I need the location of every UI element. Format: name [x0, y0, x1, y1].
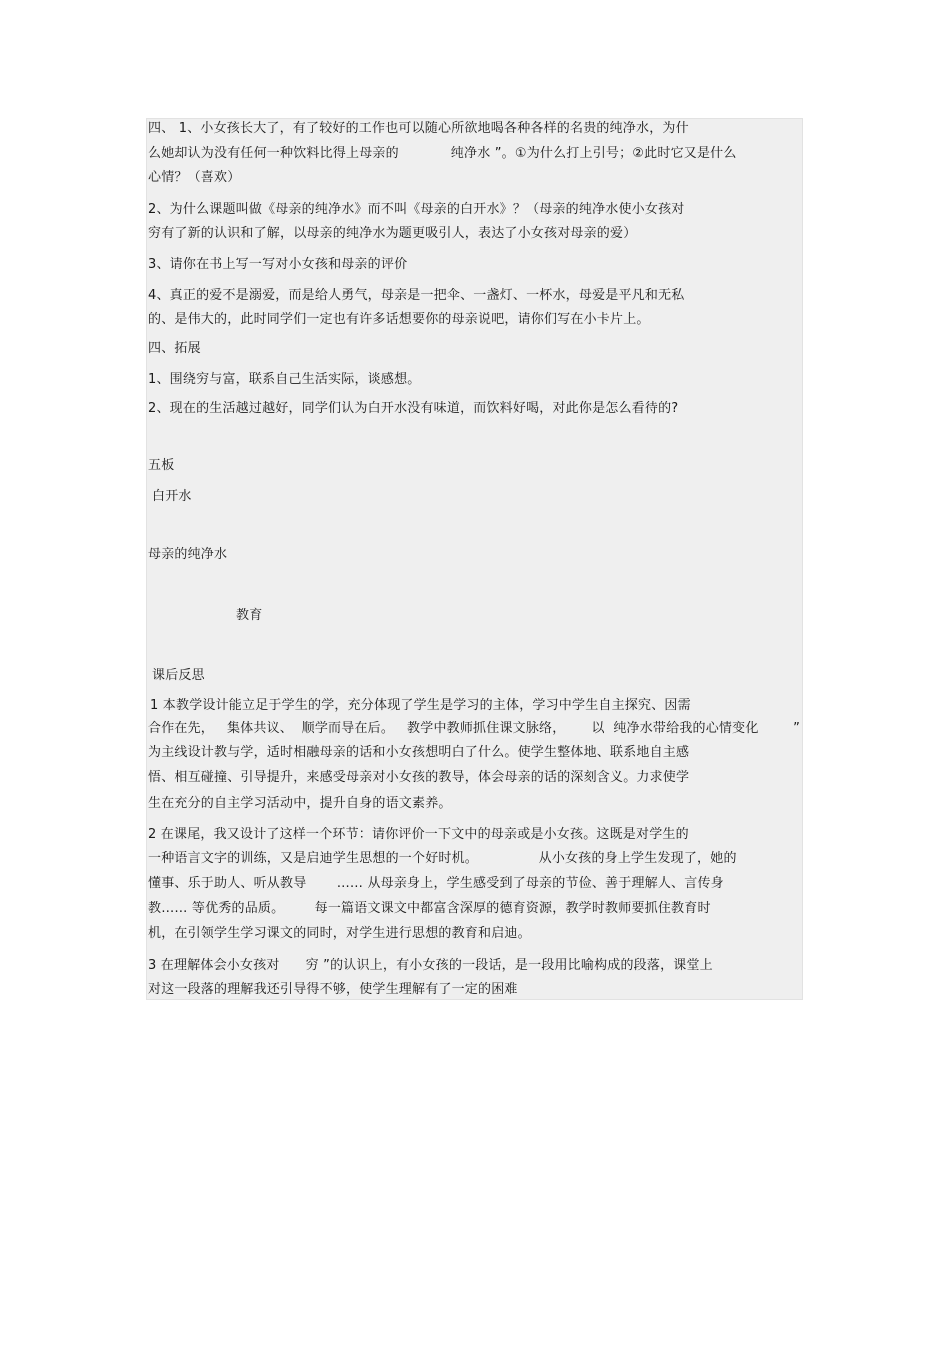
reflection-p3-line-2: 对这一段落的理解我还引导得不够，使学生理解有了一定的困难: [148, 982, 518, 997]
reflection-p1-line-5: 生在充分的自主学习活动中，提升自身的语文素养。: [148, 796, 452, 811]
reflection-p2-line-5: 机，在引领学生学习课文的同时，对学生进行思想的教育和启迪。: [148, 926, 531, 941]
reflection-p2-line-3: 懂事、乐于助人、听从教导 …… 从母亲身上，学生感受到了母亲的节俭、善于理解人、言传身: [148, 876, 724, 891]
q1-line-2: 么她却认为没有任何一种饮料比得上母亲的 纯净水 ”。①为什么打上引号；②此时它又是什么: [148, 146, 737, 161]
q2-line-2: 穷有了新的认识和了解，以母亲的纯净水为题更吸引人，表达了小女孩对母亲的爱）: [148, 226, 637, 241]
extension-item-1: 1、围绕穷与富，联系自己生活实际，谈感想。: [148, 372, 421, 387]
q4-line-2: 的、是伟大的，此时同学们一定也有许多话想要你的母亲说吧，请你们写在小卡片上。: [148, 312, 650, 327]
reflection-p1-line-1: 1 本教学设计能立足于学生的学，充分体现了学生是学习的主体，学习中学生自主探究、因需: [150, 698, 691, 713]
reflection-p1-line-3: 为主线设计教与学，适时相融母亲的话和小女孩想明白了什么。使学生整体地、联系地自主感: [148, 745, 690, 760]
reflection-p3-line-1: 3 在理解体会小女孩对 穷 ”的认识上，有小女孩的一段话，是一段用比喻构成的段落，课堂上: [148, 958, 713, 973]
board-heading: 五板: [148, 458, 175, 473]
q2-line-1: 2、为什么课题叫做《母亲的纯净水》而不叫《母亲的白开水》？（母亲的纯净水使小女孩对: [148, 202, 685, 217]
reflection-p1-line-4: 悟、相互碰撞、引导提升，来感受母亲对小女孩的教导，体会母亲的话的深刻含义。力求使学: [148, 770, 690, 785]
reflection-p2-line-2: 一种语言文字的训练，又是启迪学生思想的一个好时机。 从小女孩的身上学生发现了，她的: [148, 851, 737, 866]
reflection-p1-line-2: 合作在先， 集体共议、 顺学而导在后。 教学中教师抓住课文脉络， 以 纯净水带给我的心情变化 ”: [148, 721, 801, 736]
section-extension-heading: 四、拓展: [148, 341, 201, 356]
extension-item-2: 2、现在的生活越过越好，同学们认为白开水没有味道，而饮料好喝，对此你是怎么看待的?: [148, 401, 679, 416]
q1-line-1: 四、 1、小女孩长大了，有了较好的工作也可以随心所欲地喝各种各样的名贵的纯净水，为什: [148, 121, 689, 136]
q1-line-3: 心情？（喜欢）: [148, 170, 241, 185]
board-item-pure-water: 母亲的纯净水: [148, 547, 228, 562]
q3-line: 3、请你在书上写一写对小女孩和母亲的评价: [148, 257, 408, 272]
board-item-education: 教育: [236, 608, 263, 623]
board-item-white-water: 白开水: [152, 489, 192, 504]
q4-line-1: 4、真正的爱不是溺爱，而是给人勇气，母亲是一把伞、一盏灯、一杯水，母爱是平凡和无私: [148, 288, 685, 303]
reflection-p2-line-4: 教…… 等优秀的品质。 每一篇语文课文中都富含深厚的德育资源，教学时教师要抓住教育时: [148, 901, 711, 916]
document-page: [146, 118, 803, 1000]
reflection-heading: 课后反思: [152, 668, 205, 683]
reflection-p2-line-1: 2 在课尾，我又设计了这样一个环节：请你评价一下文中的母亲或是小女孩。这既是对学生的: [148, 827, 689, 842]
